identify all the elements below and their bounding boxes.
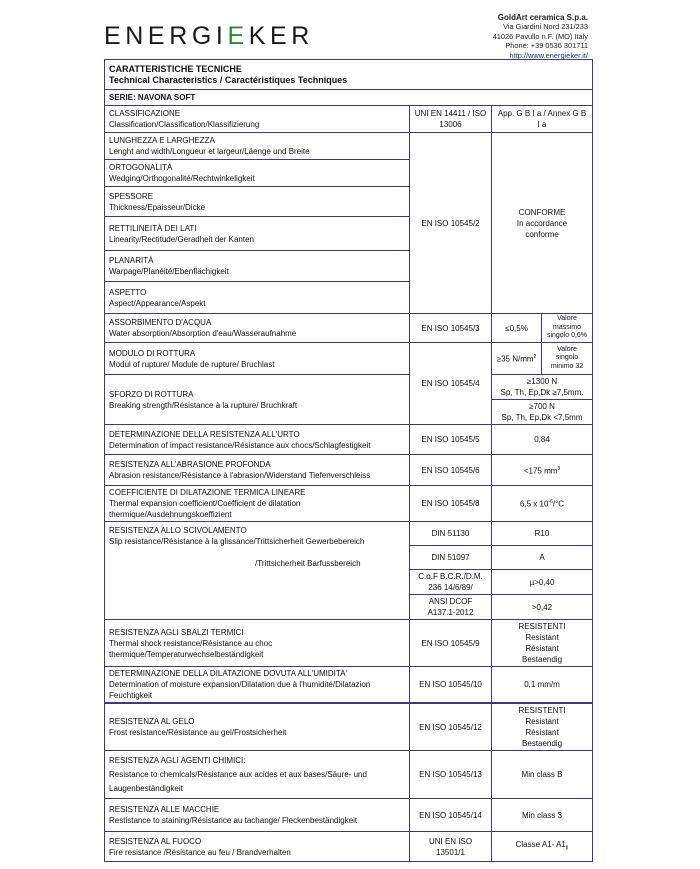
water-absorption-value: ≤0,5% — [492, 314, 542, 343]
stain-resistance-label: RESISTENZA ALLE MACCHIE Restistance to staining/Résistance au tachange/ Fleckenbeständigkeit — [105, 799, 410, 832]
slip-value-dcof: >0,42 — [492, 595, 593, 620]
thermal-expansion-label: COEFFICIENTE DI DILATAZIONE TERMICA LINEARE Thermal expansion coefficient/Coefficient de dilatation thermique/Ausdehnungskoeffizient — [105, 486, 410, 522]
slip-norm-bcr: C.o.F B.C.R./D.M. 236 14/6/89/ — [410, 570, 492, 595]
stain-resistance-norm: EN ISO 10545/14 — [410, 799, 492, 832]
company-address-line2: 41026 Pavullo n.F. (MO) Italy — [492, 31, 588, 41]
chemical-resistance-norm: EN ISO 10545/13 — [410, 751, 492, 799]
orthogonality-label: ORTOGONALITÀ Wedging/Orthogonalité/Rechtwinkeligkeit — [105, 160, 410, 187]
company-url-link[interactable]: http://www.energieker.it/ — [509, 50, 588, 60]
classification-value: App. G B I a / Annex G B I a — [492, 106, 593, 133]
frost-resistance-label: RESISTENZA AL GELO Frost resistance/Résistance au gel/Frostsicherheit — [105, 704, 410, 751]
water-absorption-note: Valore massimo singolo 0,6% — [542, 314, 593, 343]
abrasion-resistance-norm: EN ISO 10545/6 — [410, 455, 492, 486]
abrasion-resistance-value: <175 $mm^3$ — [492, 455, 593, 486]
series-label: SERIE: NAVONA SOFT — [105, 90, 593, 106]
company-info — [493, 13, 588, 60]
breaking-strength-value-thin: ≥700 N Sp, Th, Ep,Dk <7,5mm — [492, 400, 593, 425]
dimensional-value: CONFORME In accordance conforme — [492, 133, 593, 314]
frost-resistance-value: RESISTENTI Resistant Résistant Bestaendig — [492, 704, 593, 751]
slip-value-cof: µ>0,40 — [492, 570, 593, 595]
impact-resistance-norm: EN ISO 10545/5 — [410, 425, 492, 455]
slip-norm-ansi: ANSI DCOF A137.1-2012 — [410, 595, 492, 620]
impact-resistance-value: 0,84 — [492, 425, 593, 455]
classification-label: CLASSIFICAZIONE Classification/Classification/Klassifizierung — [105, 106, 410, 133]
classification-norm: UNI EN 14411 / ISO 13006 — [410, 106, 492, 133]
moisture-expansion-value: 0,1 mm/m — [492, 667, 593, 703]
stain-resistance-value: Min class 3 — [492, 799, 593, 832]
slip-resistance-label: RESISTENZA ALLO SCIVOLAMENTO Slip resistance/Résistance à la glissance/Trittsicherheit Gewerbebereich /Trittsicherheit Barfussbereich — [105, 522, 410, 620]
breaking-strength-label: SFORZO DI ROTTURA Breaking strength/Résistance à la rupture/ Bruchkraft — [105, 375, 410, 425]
water-absorption-label: ASSORBIMENTO D'ACQUA Water absorption/Absorption d'eau/Wasseraufnahme — [105, 314, 410, 343]
modulus-rupture-note: Valore singolo minimo 32 — [542, 343, 593, 375]
appearance-label: ASPETTO Aspect/Appearance/Aspekt — [105, 282, 410, 314]
water-absorption-norm: EN ISO 10545/3 — [410, 314, 492, 343]
doc-title-cell — [105, 60, 593, 90]
slip-value-r10: R10 — [492, 522, 593, 546]
impact-resistance-label: DETERMINAZIONE DELLA RESISTENZA ALL'URTO Determination of impact resistance/Résistance aux chocs/Schlagfestigkeit — [105, 425, 410, 455]
thermal-expansion-norm: EN ISO 10545/8 — [410, 486, 492, 522]
doc-subtitle: Technical Characteristics / Caractéristiques Techniques — [109, 75, 348, 85]
chemical-resistance-value: Min class B — [492, 751, 593, 799]
thermal-expansion-value: 6,5 x $10^{-6}/^\circ C$ — [492, 486, 593, 522]
dimensional-norm: EN ISO 10545/2 — [410, 133, 492, 314]
thickness-label: SPESSORE Thickness/Epaisseur/Dicke — [105, 187, 410, 217]
slip-value-a: A — [492, 546, 593, 570]
company-logo: ENERGIEKER — [104, 22, 314, 50]
slip-norm-din-51130: DIN 51130 — [410, 522, 492, 546]
resistance-table — [104, 703, 593, 862]
chemical-resistance-label: RESISTENZA AGLI AGENTI CHIMICI: Resistance to chemicals/Résistance aux acides et aux bases/Säure- und Laugenbeständigkeit — [105, 751, 410, 799]
modulus-rupture-value: ≥35 $N/mm^2$ — [492, 343, 542, 375]
company-phone: Phone: +39 0536 301711 — [505, 41, 588, 51]
company-name: GoldArt ceramica S.p.a. — [497, 13, 588, 22]
modulus-rupture-label: MODULO DI ROTTURA Modul of rupture/ Module de rupture/ Bruchlast — [105, 343, 410, 375]
thermal-shock-norm: EN ISO 10545/9 — [410, 620, 492, 667]
fire-resistance-label: RESISTENZA AL FUOCO Fire resistance /Résistance au feu / Brandverhalten — [105, 832, 410, 862]
doc-title: CARATTERISTICHE TECNICHE — [109, 64, 242, 74]
breaking-strength-value-thick: ≥1300 N Sp, Th, Ep,Dk ≥7,5mm. — [492, 375, 593, 400]
frost-resistance-norm: EN ISO 10545/12 — [410, 704, 492, 751]
moisture-expansion-norm: EN ISO 10545/10 — [410, 667, 492, 703]
length-width-label: LUNGHEZZA E LARGHEZZA Lenght and width/Longueur et largeur/Läenge und Breite — [105, 133, 410, 160]
abrasion-resistance-label: RESISTENZA ALL'ABRASIONE PROFONDA Abrasion resistance/Résistance à l'abrasion/Widerstand Tiefenverschleiss — [105, 455, 410, 486]
fire-resistance-norm: UNI EN ISO 13501/1 — [410, 832, 492, 862]
warpage-label: PLANARITÀ Warpage/Planéité/Ebenflächigkeit — [105, 251, 410, 282]
slip-norm-din-51097: DIN 51097 — [410, 546, 492, 570]
thermal-shock-label: RESISTENZA AGLI SBALZI TERMICI Thermal shock resistance/Résistance au choc thermique/Temperaturwechselbeständigkeit — [105, 620, 410, 667]
company-address-line1: Via Giardini Nord 231/233 — [503, 22, 588, 32]
rupture-norm: EN ISO 10545/4 — [410, 343, 492, 425]
technical-characteristics-table — [104, 59, 593, 703]
fire-resistance-value: Classe A1- $A1_{fl}$ — [492, 832, 593, 862]
moisture-expansion-label: DETERMINAZIONE DELLA DILATAZIONE DOVUTA ALL'UMIDITA' Determination of moisture expansion/Dilatation due à l'humidité/Dilatazion Feuchtigkeit — [105, 667, 410, 703]
thermal-shock-value: RESISTENTI Resistant Résistant Bestaendig — [492, 620, 593, 667]
linearity-label: RETTILINEITÀ DEI LATI Linearity/Rectitude/Geradheit der Kanten — [105, 217, 410, 251]
